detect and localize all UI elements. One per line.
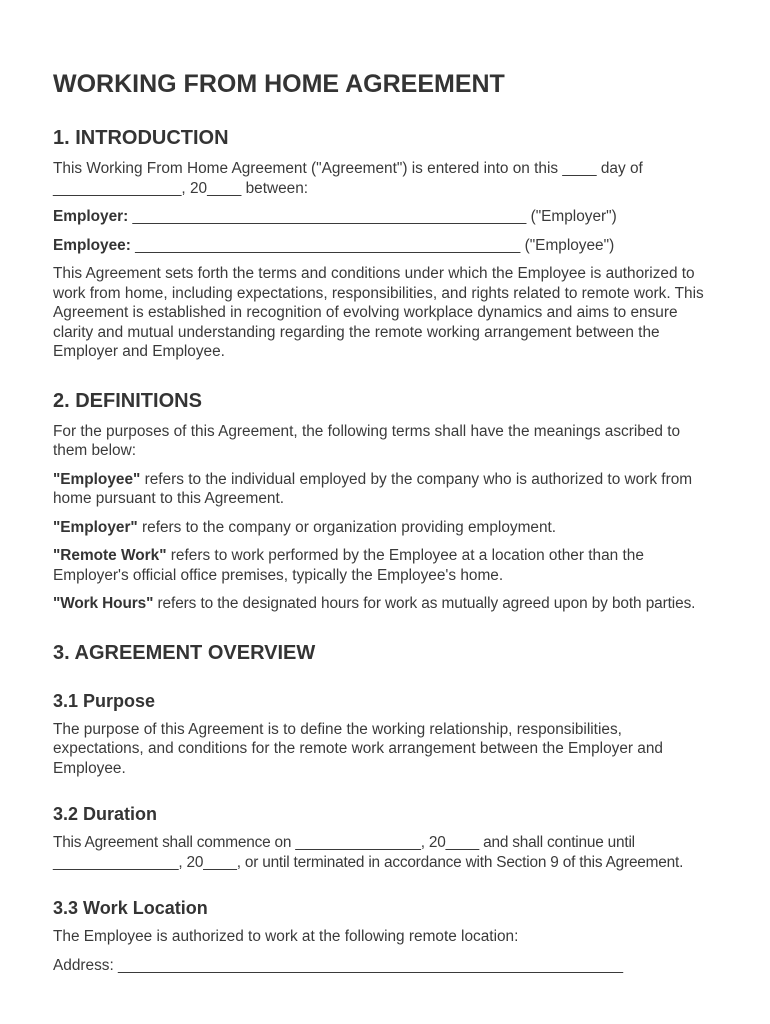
definition-work-hours bbox=[53, 594, 709, 614]
employee-suffix: ("Employee") bbox=[524, 236, 615, 254]
duration-paragraph: This Agreement shall commence on _______________, 20____ and shall continue until _______________, 20____, or until terminated in accordance with Section 9 of this Agreement. bbox=[53, 834, 684, 871]
address-fill-blank: ___________________________________________________________ bbox=[118, 956, 624, 974]
subsection-work-location-heading: 3.3 Work Location bbox=[53, 898, 208, 918]
address-line bbox=[53, 956, 709, 976]
definition-remote-work-term: "Remote Work" bbox=[53, 547, 167, 564]
subsection-purpose-heading: 3.1 Purpose bbox=[53, 690, 156, 711]
address-label: Address: bbox=[53, 956, 114, 974]
definition-work-hours-text: refers to the designated hours for work as mutually agreed upon by both parties. bbox=[157, 595, 696, 612]
employer-suffix: ("Employer") bbox=[530, 208, 617, 225]
definition-remote-work-text: refers to work performed by the Employee at a location other than the Employer's official office premises, typically the Employee's home. bbox=[53, 547, 644, 584]
employee-line bbox=[53, 236, 709, 256]
definition-employer-text: refers to the company or organization providing employment. bbox=[142, 518, 557, 536]
subsection-duration-heading: 3.2 Duration bbox=[53, 804, 158, 824]
definition-employer bbox=[53, 518, 709, 538]
section-overview-heading: 3. AGREEMENT OVERVIEW bbox=[53, 641, 316, 664]
introduction-opening-paragraph: This Working From Home Agreement ("Agreement") is entered into on this ____ day of _______________, 20____ between: bbox=[53, 160, 643, 197]
employee-fill-blank: _____________________________________________ bbox=[135, 236, 521, 254]
document-title: WORKING FROM HOME AGREEMENT bbox=[53, 70, 505, 98]
employee-label: Employee: bbox=[53, 236, 131, 254]
definition-remote-work bbox=[53, 546, 709, 585]
employer-label: Employer: bbox=[53, 208, 129, 225]
section-definitions-heading: 2. DEFINITIONS bbox=[53, 389, 202, 412]
definition-work-hours-term: "Work Hours" bbox=[53, 595, 154, 612]
purpose-paragraph: The purpose of this Agreement is to define the working relationship, responsibilities, expectations, and conditions for the remote work arrangement between the Employer and Employee. bbox=[53, 720, 663, 777]
definition-employee-text: refers to the individual employed by the company who is authorized to work from home pursuant to this Agreement. bbox=[53, 470, 693, 507]
definitions-intro-paragraph: For the purposes of this Agreement, the following terms shall have the meanings ascribed to them below: bbox=[53, 422, 681, 459]
introduction-body-paragraph: This Agreement sets forth the terms and conditions under which the Employee is authorized to work from home, including expectations, responsibilities, and rights related to remote work. This Agreement is established in recognition of evolving workplace dynamics and aims to ensure clarity and mutual understanding regarding the remote working arrangement between the Employer and Employee. bbox=[53, 265, 704, 360]
definition-employer-term: "Employer" bbox=[53, 518, 138, 536]
work-location-paragraph: The Employee is authorized to work at the following remote location: bbox=[53, 928, 519, 945]
employer-line bbox=[53, 207, 709, 227]
employer-fill-blank: ______________________________________________ bbox=[132, 208, 527, 225]
section-introduction-heading: 1. INTRODUCTION bbox=[53, 127, 229, 149]
definition-employee bbox=[53, 470, 709, 509]
definition-employee-term: "Employee" bbox=[53, 470, 141, 488]
